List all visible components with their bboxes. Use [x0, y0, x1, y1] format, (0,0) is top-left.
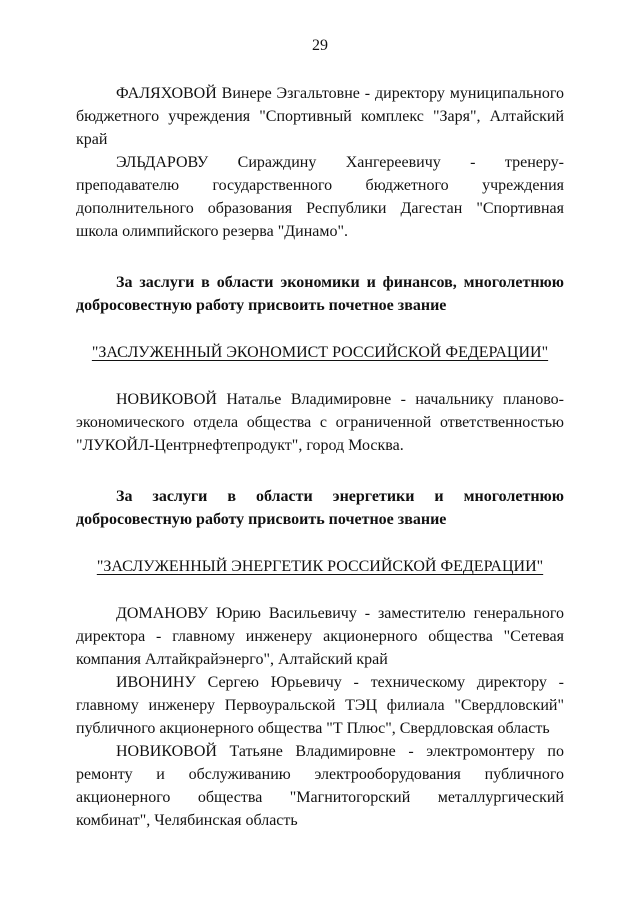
section-intro-energy: За заслуги в области энергетики и многолетнюю добросовестную работу присвоить почетное звание: [76, 488, 564, 528]
spacer: [76, 531, 564, 555]
award-paragraph: НОВИКОВОЙ Татьяне Владимировне - электромонтеру по ремонту и обслуживанию электрооборудования публичного акционерного общества "Магнитогорский металлургический комбинат", Челябинская область: [76, 743, 564, 829]
spacer: [76, 578, 564, 602]
page-number: 29: [312, 37, 328, 54]
spacer: [76, 243, 564, 271]
title-energetic: "ЗАСЛУЖЕННЫЙ ЭНЕРГЕТИК РОССИЙСКОЙ ФЕДЕРАЦИИ": [96, 558, 544, 575]
award-paragraph: ФАЛЯХОВОЙ Винере Эзгальтовне - директору муниципального бюджетного учреждения "Спортивный комплекс "Заря", Алтайский край: [76, 85, 564, 148]
title-economist: "ЗАСЛУЖЕННЫЙ ЭКОНОМИСТ РОССИЙСКОЙ ФЕДЕРАЦИИ": [91, 344, 549, 361]
spacer: [76, 364, 564, 388]
award-paragraph: НОВИКОВОЙ Наталье Владимировне - начальнику планово-экономического отдела общества с ограниченной ответственностью "ЛУКОЙЛ-Центрнефтепродукт", город Москва.: [76, 391, 564, 454]
section-intro-economy: За заслуги в области экономики и финансов, многолетнюю добросовестную работу присвоить почетное звание: [76, 274, 564, 314]
spacer: [76, 317, 564, 341]
award-paragraph: ИВОНИНУ Сергею Юрьевичу - техническому директору - главному инженеру Первоуральской ТЭЦ филиала "Свердловский" публичного акционерного общества "Т Плюс", Свердловская область: [76, 674, 564, 737]
spacer: [76, 457, 564, 485]
award-paragraph: ЭЛЬДАРОВУ Сираждину Хангереевичу - тренеру-преподавателю государственного бюджетного учреждения дополнительного образования Республики Дагестан "Спортивная школа олимпийского резерва "Динамо".: [76, 154, 564, 240]
award-paragraph: ДОМАНОВУ Юрию Васильевичу - заместителю генерального директора - главному инженеру акционерного общества "Сетевая компания Алтайкрайэнерго", Алтайский край: [76, 605, 564, 668]
